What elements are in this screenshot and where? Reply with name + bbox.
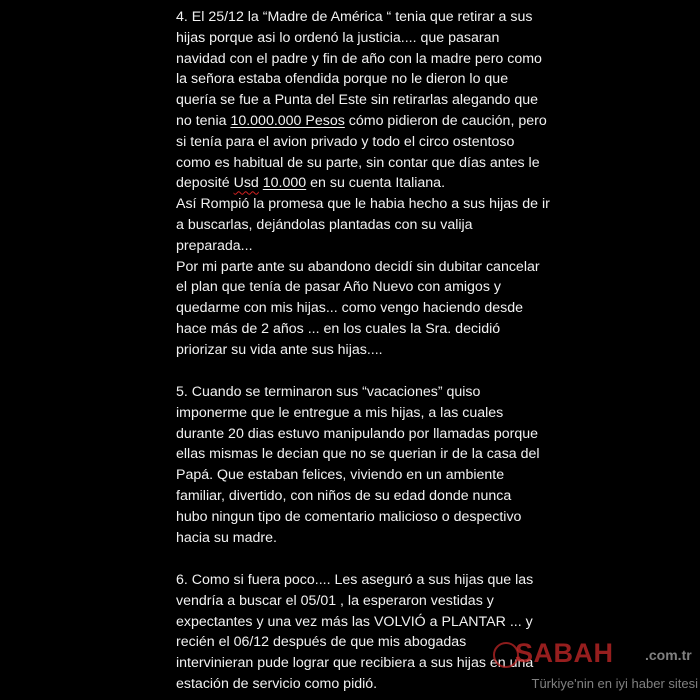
text-line: [176, 28, 536, 49]
text-run: Papá. Que estaban felices, viviendo en un ambiente: [176, 467, 505, 484]
text-line: [176, 340, 536, 361]
text-run: ellas mismas le decian que no se querian ir de la casa del: [176, 446, 540, 463]
text-run: 4. El 25/12 la “Madre de América “ tenia que retirar a sus: [176, 9, 533, 25]
text-line: [176, 236, 536, 257]
text-line: [176, 528, 536, 549]
watermark-tagline: Türkiye'nin en iyi haber sitesi: [531, 676, 698, 691]
text-line: [176, 465, 536, 486]
text-line: [176, 507, 536, 528]
text-line: [176, 215, 536, 236]
text-run: deposité: [176, 175, 234, 192]
text-line: [176, 612, 536, 633]
text-run: no tenia: [176, 112, 231, 129]
text-line: [176, 382, 536, 403]
text-run: hubo ningun tipo de comentario malicioso o despectivo: [176, 508, 522, 525]
text-run: quedarme con mis hijas... como vengo haciendo desde: [176, 300, 524, 317]
text-run: priorizar su vida ante sus hijas....: [176, 341, 383, 358]
text-line: [176, 7, 536, 28]
text-line: [176, 424, 539, 445]
text-run: en su cuenta Italiana.: [306, 175, 446, 192]
underlined-text: Usd: [233, 175, 259, 192]
watermark-domain: .com.tr: [645, 647, 692, 663]
text-line: [176, 153, 540, 174]
text-line: [176, 257, 540, 278]
text-run: intervinieran pude lograr que recibiera a sus hijas en una: [176, 655, 534, 672]
text-line: [176, 403, 536, 424]
watermark-logo: SABAH: [515, 638, 614, 668]
text-run: imponerme que le entregue a mis hijas, a las cuales: [176, 404, 504, 421]
text-run: navidad con el padre y fin de año con la madre pero como: [176, 50, 542, 67]
text-line: [176, 111, 547, 132]
text-run: preparada...: [176, 237, 253, 254]
text-line: [176, 49, 542, 70]
text-line: [176, 632, 536, 653]
text-run: estación de servicio como pidió.: [176, 675, 378, 692]
text-run: quería se fue a Punta del Este sin retirarlas alegando que: [176, 92, 539, 109]
text-run: vendría a buscar el 05/01 , la esperaron vestidas y: [176, 592, 494, 609]
text-run: recién el 06/12 después de que mis abogadas: [176, 634, 467, 651]
underlined-text: 10.000.000 Pesos: [230, 112, 345, 129]
text-line: [176, 194, 550, 215]
text-line: [176, 69, 536, 90]
text-line: [176, 570, 536, 591]
paragraph-5: [176, 382, 540, 548]
text-run: hacia su madre.: [176, 529, 277, 546]
text-line: [176, 277, 536, 298]
text-line: [176, 90, 539, 111]
paragraph-4: [176, 7, 550, 361]
text-run: durante 20 dias estuvo manipulando por llamadas porque: [176, 425, 539, 442]
sabah-watermark: [487, 634, 700, 700]
text-run: 6. Como si fuera poco.... Les aseguró a sus hijas que las: [176, 572, 534, 588]
text-line: [176, 444, 540, 465]
text-run: Por mi parte ante su abandono decidí sin dubitar cancelar: [176, 258, 540, 275]
underlined-text: 10.000: [262, 175, 307, 192]
text-line: [176, 653, 536, 674]
text-line: [176, 674, 536, 695]
text-run: expectantes y una vez más las VOLVIÓ a PLANTAR ... y: [176, 613, 533, 630]
text-run: como es habitual de su parte, sin contar que días antes le: [176, 154, 540, 171]
text-line: [176, 486, 536, 507]
text-run: el plan que tenía de pasar Año Nuevo con amigos y: [176, 279, 501, 296]
text-run: si tenía para el avion privado y todo el circo ostentoso: [176, 133, 515, 150]
text-run: a buscarlas, dejándolas plantadas con su valija: [176, 216, 473, 233]
text-run: hace más de 2 años ... en los cuales la Sra. decidió: [176, 320, 501, 337]
text-line: [176, 298, 536, 319]
text-run: la señora estaba ofendida porque no le dieron lo que: [176, 71, 509, 88]
text-line: [176, 132, 536, 153]
text-run: hijas porque asi lo ordenó la justicia.... que pasaran: [176, 29, 500, 46]
text-line: [176, 319, 536, 340]
text-run: 5. Cuando se terminaron sus “vacaciones” quiso: [176, 384, 481, 400]
paragraph-6: [176, 570, 536, 695]
text-line: [176, 173, 536, 194]
text-run: Así Rompió la promesa que le habia hecho a sus hijas de ir: [176, 196, 550, 213]
text-run: familiar, divertido, con niños de su edad donde nunca: [176, 487, 512, 504]
text-run: cómo pidieron de caución, pero: [344, 112, 547, 129]
text-line: [176, 591, 536, 612]
